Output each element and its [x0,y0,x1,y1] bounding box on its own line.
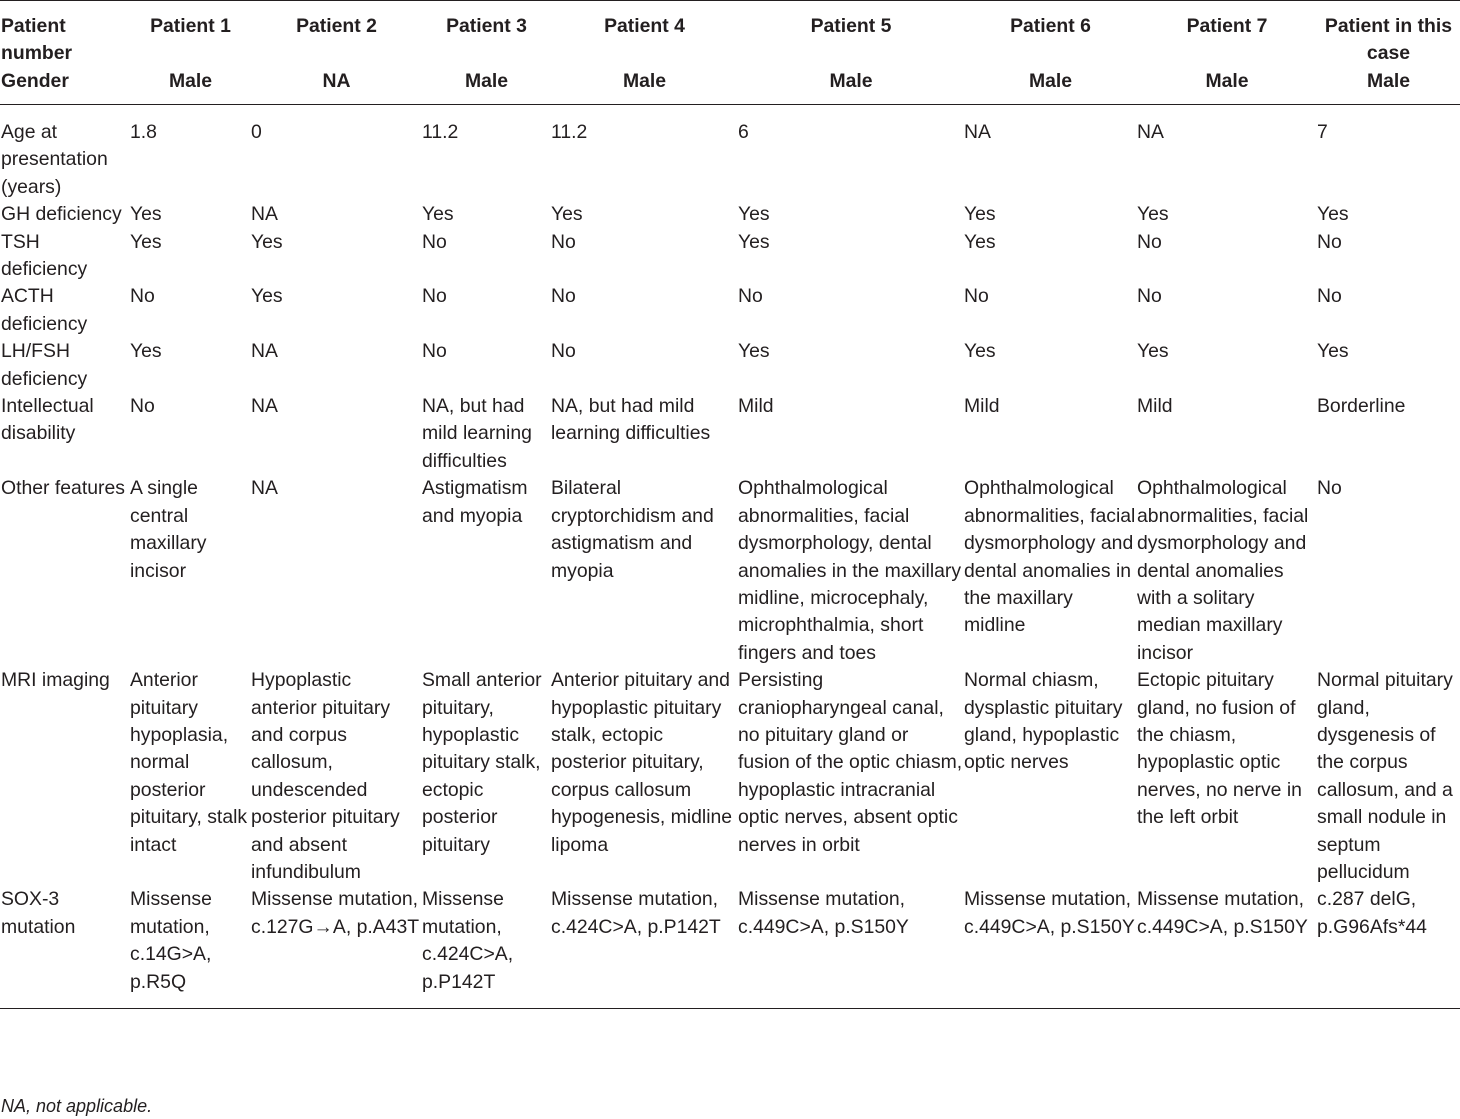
table-cell: NA [251,395,278,418]
table-cell: NA [251,203,278,226]
table-cell: Missense mutation, c.449C>A, p.S150Y [964,888,1135,938]
table-cell: Yes [738,230,770,253]
patient-gender: NA [322,69,351,92]
table-cell: Mild [1137,395,1173,418]
table-cell: Small anterior pituitary, hypoplastic pituitary stalk, ectopic posterior pituitary [422,669,542,856]
table-row [0,338,1460,393]
table-cell: No [1137,230,1162,253]
table-cell: Yes [964,340,996,363]
table-cell: Ophthalmological abnormalities, facial dysmorphology and dental anomalies with a solitary median maxillary incisor [1137,477,1309,664]
table-cell: Ectopic pituitary gland, no fusion of the chiasm, hypoplastic optic nerves, no nerve in the left orbit [1137,669,1302,829]
table-cell: Normal chiasm, dysplastic pituitary gland, hypoplastic optic nerves [964,669,1123,774]
table-cell: Ophthalmological abnormalities, facial dysmorphology and dental anomalies in the maxillary midline [964,477,1136,637]
table-row [0,105,1460,202]
table-cell: Anterior pituitary hypoplasia, normal posterior pituitary, stalk intact [130,669,248,856]
table-cell: No [422,230,447,253]
table-cell: 11.2 [422,121,459,143]
table-cell: Yes [130,203,162,226]
row-label: Other features [1,477,125,500]
patient-gender: Male [622,69,667,92]
table-cell: NA [251,477,278,500]
table-cell: Missense mutation, c.449C>A, p.S150Y [1137,888,1308,938]
table-cell: Ophthalmological abnormalities, facial dysmorphology, dental anomalies in the maxillary midline, microcephaly, microphthalmia, short fingers and toes [738,477,962,664]
header-row-label [0,1,130,105]
table-cell: Missense mutation, c.14G>A, p.R5Q [130,888,212,993]
table-cell: Yes [422,203,454,226]
table-row [0,667,1460,886]
table-footnote: NA, not applicable. [1,1096,153,1116]
patient-gender: Male [464,69,509,92]
header-patient-2 [251,1,422,105]
table-cell: Yes [251,230,283,253]
row-label: LH/FSH deficiency [1,340,88,390]
table-cell: Yes [551,203,583,226]
table-cell: Yes [964,203,996,226]
table-cell: No [738,285,763,308]
table-cell: Yes [1137,203,1169,226]
table-cell: Yes [130,340,162,363]
table-row [0,229,1460,284]
header-patient-5 [738,1,964,105]
table-cell: No [551,340,576,363]
table-cell: 0 [251,121,262,143]
table-cell: Missense mutation, c.127G→A, p.A43T [251,888,420,938]
table-cell: Missense mutation, c.449C>A, p.S150Y [738,888,909,938]
row-label: Age at presentation (years) [1,121,108,198]
table-cell: NA, but had mild learning difficulties [551,395,711,445]
table-cell: NA [964,121,991,143]
table-cell: Yes [964,230,996,253]
table-cell: No [551,285,576,308]
table-row [0,283,1460,338]
table-cell: No [422,340,447,363]
table-cell: No [1317,477,1342,500]
table-row [0,475,1460,667]
table-cell: Astigmatism and myopia [422,477,528,527]
table-cell: No [1137,285,1162,308]
table-cell: No [422,285,447,308]
table-cell: NA [1137,121,1164,143]
table-cell: Missense mutation, c.424C>A, p.P142T [422,888,514,993]
patient-gender: Male [168,69,213,92]
patient-number: Patient 2 [296,15,377,37]
table-cell: Normal pituitary gland, dysgenesis of the corpus callosum, and a small nodule in septum pellucidum [1317,669,1453,883]
table-cell: Yes [1317,340,1349,363]
table-cell: NA [251,340,278,363]
row-label: MRI imaging [1,669,110,692]
row-label: TSH deficiency [1,230,88,281]
table-cell: Yes [1317,203,1349,226]
table-cell: Mild [738,395,774,418]
table-cell: No [964,285,989,308]
patient-gender: Male [1205,69,1249,92]
table-row [0,393,1460,475]
table-body [0,105,1460,1009]
table-cell: Mild [964,395,1000,418]
table-cell: Yes [738,340,770,363]
patient-gender: Male [829,69,873,92]
table-cell: Yes [738,203,770,226]
table-cell: 1.8 [130,121,157,143]
row-label: ACTH deficiency [1,285,88,335]
patient-number-label: Patient number [1,15,73,65]
header-patient-4 [551,1,738,105]
table-cell: Yes [251,285,283,308]
patient-number: Patient 1 [150,15,231,37]
table-cell: No [1317,285,1342,308]
table-cell: Missense mutation, c.424C>A, p.P142T [551,888,721,938]
table-cell: Yes [130,230,162,253]
header-patient-this-case [1317,1,1460,105]
patient-number: Patient 6 [1010,15,1091,37]
table-cell: Borderline [1317,395,1406,418]
table-cell: Hypoplastic anterior pituitary and corpus callosum, undescended posterior pituitary and absent infundibulum [251,669,400,883]
table-cell: No [130,285,155,308]
table-cell: 6 [738,121,749,143]
row-label: SOX-3 mutation [1,888,76,938]
patient-number: Patient in this case [1324,15,1453,65]
table-cell: Yes [1137,340,1169,363]
row-label: Intellectual disability [1,395,94,445]
header-patient-1 [130,1,251,105]
table-cell: No [551,230,576,253]
patient-number: Patient 7 [1186,15,1268,37]
table-cell: NA, but had mild learning difficulties [422,395,532,472]
table-cell: Bilateral cryptorchidism and astigmatism and myopia [551,477,714,582]
table-cell: A single central maxillary incisor [130,477,207,582]
table-cell: Persisting craniopharyngeal canal, no pituitary gland or fusion of the optic chiasm, hypoplastic intracranial optic nerves, absent optic nerves in orbit [738,669,963,856]
table-cell: c.287 delG, p.G96Afs*44 [1317,888,1427,938]
patient-gender: Male [1366,69,1411,92]
table-cell: 7 [1317,121,1328,143]
table-cell: No [1317,230,1342,253]
table-row [0,886,1460,1008]
table-cell: Anterior pituitary and hypoplastic pituitary stalk, ectopic posterior pituitary, corpus callosum hypogenesis, midline lipoma [551,669,733,856]
patient-number: Patient 5 [810,15,892,37]
header-patient-6 [964,1,1137,105]
patient-number: Patient 4 [604,15,685,37]
header-patient-7 [1137,1,1317,105]
gender-label: Gender [1,69,69,92]
header-patient-3 [422,1,551,105]
header-row [0,1,1460,105]
patient-number: Patient 3 [446,15,527,37]
table-cell: 11.2 [551,121,588,143]
patient-gender: Male [1028,69,1073,92]
table-row [0,201,1460,228]
row-label: GH deficiency [1,203,122,226]
table-cell: No [130,395,155,418]
